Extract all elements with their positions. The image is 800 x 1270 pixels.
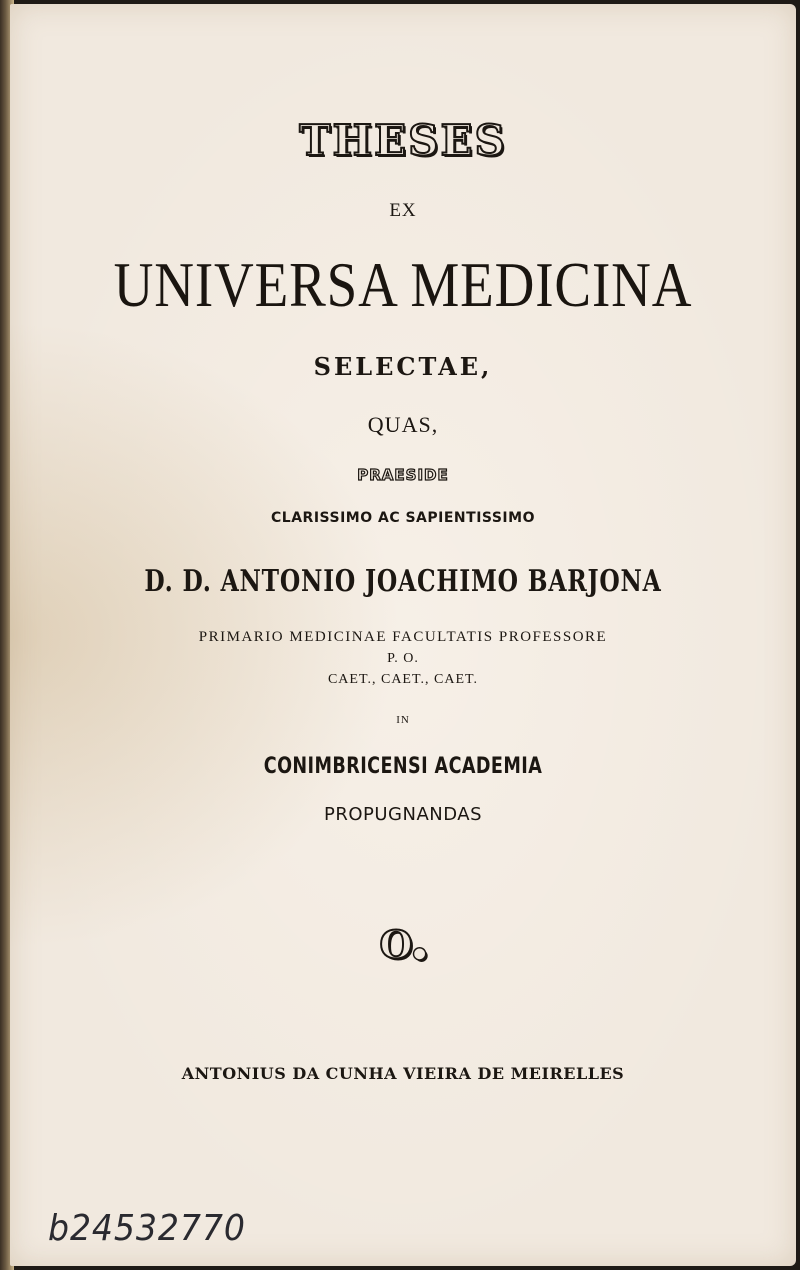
word-ex: EX: [389, 200, 417, 221]
ornament-o: [10, 922, 796, 967]
presiding-name: D. D. ANTONIO JOACHIMO BARJONA: [144, 564, 662, 599]
ornament-dot: ●: [412, 943, 427, 962]
word-quas: QUAS,: [367, 412, 439, 437]
title-page: [10, 4, 796, 1266]
word-praeside: PRAESIDE: [357, 466, 449, 484]
word-selectae: SELECTAE,: [313, 352, 493, 381]
handwritten-shelfmark: b24532770: [48, 1208, 246, 1249]
line-academia: CONIMBRICENSI ACADEMIA: [263, 754, 543, 779]
heading-theses: THESES: [299, 116, 507, 165]
word-in: IN: [396, 714, 410, 726]
line-caet: CAET., CAET., CAET.: [327, 672, 479, 687]
line-po: P. O.: [387, 651, 419, 666]
word-propugnandas: PROPUGNANDAS: [323, 804, 483, 825]
line-professore: PRIMARIO MEDICINAE FACULTATIS PROFESSORE: [198, 629, 608, 645]
ornament-letter: O: [379, 922, 413, 967]
heading-universa-medicina: UNIVERSA MEDICINA: [113, 249, 693, 320]
line-clarissimo: CLARISSIMO AC SAPIENTISSIMO: [271, 510, 535, 526]
printer-name: ANTONIUS DA CUNHA VIEIRA DE MEIRELLES: [181, 1064, 625, 1083]
